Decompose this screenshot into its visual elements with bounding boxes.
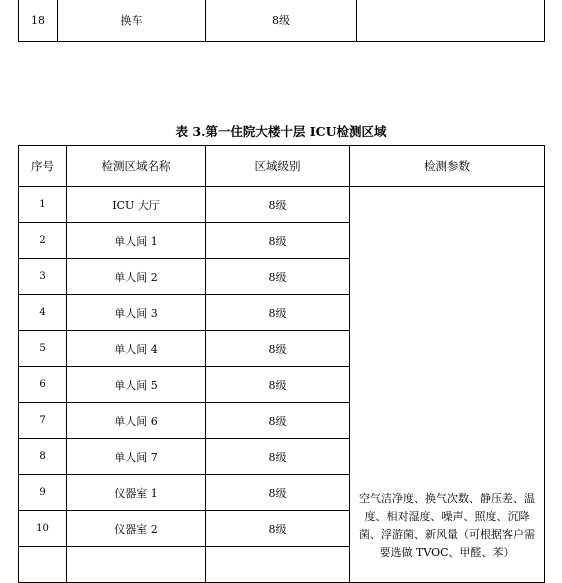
area-level: 8级 — [206, 439, 350, 475]
row-number: 8 — [19, 439, 67, 475]
area-level: 8级 — [206, 0, 357, 42]
row-number: 10 — [19, 511, 67, 547]
area-level: 8级 — [206, 223, 350, 259]
area-name: 单人间 4 — [67, 331, 206, 367]
row-number: 2 — [19, 223, 67, 259]
row-number: 4 — [19, 295, 67, 331]
row-number: 1 — [19, 187, 67, 223]
area-level: 8级 — [206, 259, 350, 295]
header-number: 序号 — [19, 146, 67, 187]
row-number: 7 — [19, 403, 67, 439]
table-row — [19, 187, 545, 223]
row-number: 9 — [19, 475, 67, 511]
area-level: 8级 — [206, 187, 350, 223]
area-name — [67, 547, 206, 583]
row-number: 18 — [19, 0, 58, 42]
table-header-row — [19, 146, 545, 187]
area-name: 仪器室 1 — [67, 475, 206, 511]
previous-table-continuation — [18, 0, 545, 42]
icu-inspection-table — [18, 145, 545, 583]
row-number: 6 — [19, 367, 67, 403]
area-name: 单人间 5 — [67, 367, 206, 403]
area-level: 8级 — [206, 367, 350, 403]
header-area-name: 检测区域名称 — [67, 146, 206, 187]
area-level: 8级 — [206, 295, 350, 331]
row-number — [19, 547, 67, 583]
area-name: 单人间 6 — [67, 403, 206, 439]
area-name: ICU 大厅 — [67, 187, 206, 223]
area-name: 换车 — [58, 0, 206, 42]
area-name: 单人间 1 — [67, 223, 206, 259]
area-name: 单人间 2 — [67, 259, 206, 295]
area-level: 8级 — [206, 331, 350, 367]
area-params — [357, 0, 545, 42]
area-name: 仪器室 2 — [67, 511, 206, 547]
area-name: 单人间 3 — [67, 295, 206, 331]
table-row — [19, 0, 545, 42]
header-area-level: 区域级别 — [206, 146, 350, 187]
row-number: 3 — [19, 259, 67, 295]
params-cell: 空气洁净度、换气次数、静压差、温度、相对湿度、噪声、照度、沉降菌、浮游菌、新风量（可根据客户需要选做 TVOC、甲醛、苯） — [350, 187, 545, 583]
area-name: 单人间 7 — [67, 439, 206, 475]
area-level: 8级 — [206, 403, 350, 439]
row-number: 5 — [19, 331, 67, 367]
table-caption: 表 3.第一住院大楼十层 ICU检测区域 — [175, 124, 387, 139]
area-level — [206, 547, 350, 583]
area-level: 8级 — [206, 475, 350, 511]
header-params: 检测参数 — [350, 146, 545, 187]
area-level: 8级 — [206, 511, 350, 547]
